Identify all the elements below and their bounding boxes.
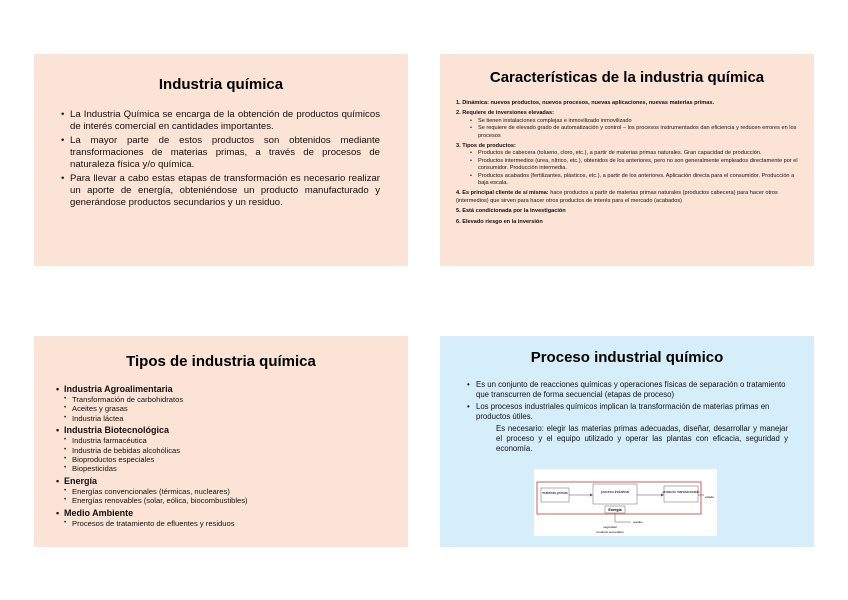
category-heading: • Industria Agroalimentaria [56, 384, 398, 395]
product-label: producto manufacturado [662, 490, 700, 494]
characteristic-item [456, 219, 800, 226]
secondary-product-label: producto secundario [596, 530, 624, 534]
bullet-item: • La Industria Química se encarga de la obtención de productos químicos de interés comercial en cantidades importantes. [61, 109, 380, 133]
characteristics-list [456, 100, 800, 226]
bullet-item: • Los procesos industriales químicos implican la transformación de materias primas en productos útiles. [467, 402, 788, 422]
category-item: • Transformación de carbohidratos [56, 395, 398, 404]
category-items [56, 395, 398, 423]
requirement-note: Es necesario: elegir las materias primas adecuadas, diseñar, desarrollar y manejar el proceso y el equipo utilizado y operar las plantas con eficacia, seguridad y economía. [496, 424, 788, 453]
process-diagram [534, 469, 717, 536]
product-box [664, 486, 698, 502]
category-item: • Industria farmacéutica [56, 436, 398, 445]
sub-list [456, 118, 800, 140]
residue-label: residuo [633, 520, 643, 524]
characteristic-label: 2. Requiere de inversiones elevadas: [456, 110, 554, 117]
characteristic-label: 5. Está condicionada por la investigación [456, 208, 566, 215]
characteristic-text: hace productos a partir de materias primas naturales (productos cabecera) para hacer otros (intermedios) que sirven para hacer otros productos de interés para el mercado (acabados) [456, 190, 778, 204]
slide-caracteristicas [440, 54, 814, 266]
category-heading: • Energía [56, 476, 398, 487]
characteristic-item [456, 110, 800, 117]
category-item: • Energías renovables (solar, eólica, biocombustibles) [56, 496, 398, 505]
sub-item: • Productos de cabecera (tolueno, cloro, etc.), a partir de materias primas naturales. Gran capacidad de producción. [456, 150, 800, 157]
category-items [56, 436, 398, 474]
bullet-item: • Para llevar a cabo estas etapas de transformación es necesario realizar un aporte de energía, obteniéndose un producto manufacturado y generándose productos secundarios y un residuo. [61, 173, 380, 209]
slide-proceso [440, 336, 814, 547]
secondary-label: estado [705, 495, 715, 499]
sub-item: • Productos acabados (fertilizantes, plásticos, etc.), a partir de los anteriores. Aplicación directa para el consumidor. Producción a baja escala. [456, 173, 800, 188]
category-heading: • Medio Ambiente [56, 508, 398, 519]
category-heading: • Industria Biotecnológica [56, 425, 398, 436]
energy-label: Energía [608, 508, 622, 512]
process-diagram-svg [534, 469, 717, 536]
slide-tipos [34, 336, 408, 547]
slide-title: Características de la industria química [489, 69, 765, 86]
bullet-list [467, 380, 788, 422]
category-item: • Industria láctea [56, 414, 398, 423]
characteristic-label: 6. Elevado riesgo en la inversión [456, 218, 543, 225]
characteristic-item [456, 190, 800, 205]
characteristic-label: 3. Tipos de productos: [456, 143, 516, 150]
characteristic-label: 1. Dinámica: nuevos productos, nuevos procesos, nuevas aplicaciones, nuevas materias primas. [456, 100, 715, 106]
category-item: • Biopesticidas [56, 464, 398, 473]
sub-item: • Productos intermedios (urea, nítrico, etc.), obtenidos de los anteriores, pero no son generalmente empleados directamente por el consumidor. Producción intermedia. [456, 158, 800, 173]
category-item: • Procesos de tratamiento de efluentes y residuos [56, 519, 398, 528]
characteristic-item [456, 100, 800, 107]
sub-item: • Se tienen instalaciones complejas e inmovilizado inmovilizado [456, 118, 800, 125]
industrial-process-label: proceso industrial [600, 490, 630, 494]
arrow-head-icon [590, 494, 593, 497]
raw-materials-label: materias primas [542, 491, 568, 495]
characteristic-item [456, 208, 800, 215]
characteristic-label: 4. Es principal cliente de sí misma: [456, 190, 549, 197]
category-item: • Aceites y grasas [56, 404, 398, 413]
slide-title: Industria química [158, 76, 284, 93]
characteristic-item [456, 143, 800, 150]
slide-industria-quimica [34, 54, 408, 266]
slide-title: Proceso industrial químico [530, 349, 724, 366]
bullet-item: • La mayor parte de estos productos son obtenidos mediante transformaciones de materias primas, a través de procesos de naturaleza física y/o química. [61, 135, 380, 171]
category-list [56, 384, 398, 528]
bullet-item: • Es un conjunto de reacciones químicas y operaciones físicas de separación o tratamiento que transcurren de forma secuencial (etapas de proceso) [467, 380, 788, 400]
category-items [56, 487, 398, 506]
sub-list [456, 150, 800, 187]
category-item: • Industria de bebidas alcohólicas [56, 446, 398, 455]
category-item: • Bioproductos especiales [56, 455, 398, 464]
category-item: • Energías convencionales (térmicas, nucleares) [56, 487, 398, 496]
industrial-process-box [593, 484, 637, 504]
sub-item: • Se requiere de elevado grado de automatización y control – los procesos instrumentados dan eficiencia y reducen errores en los procesos [456, 125, 800, 140]
bullet-list [61, 109, 380, 209]
safety-label: seguridad [603, 525, 617, 529]
slide-title: Tipos de industria química [126, 353, 316, 370]
category-items [56, 519, 398, 528]
